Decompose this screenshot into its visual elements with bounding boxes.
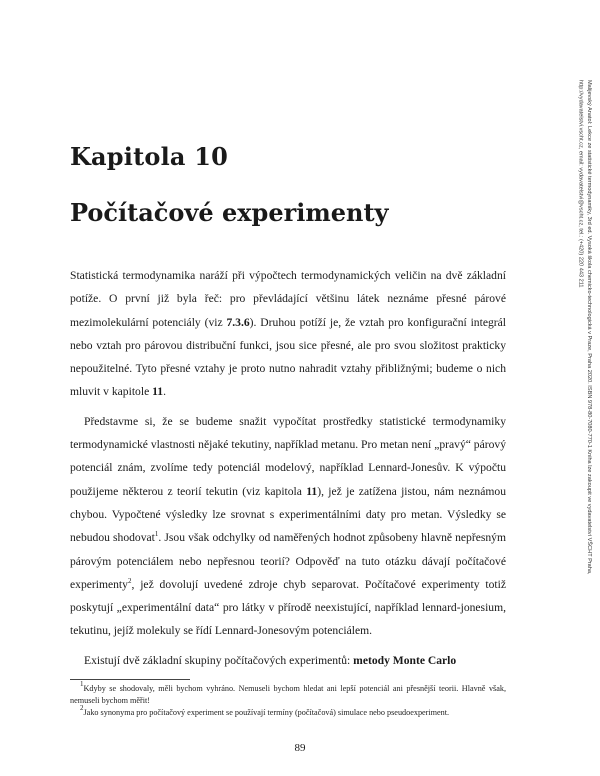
bold-term: metody Monte Carlo [353, 653, 457, 667]
footnote-2 [70, 704, 506, 719]
paragraph-text: ), jež je zatížena jistou, nám neznámou chybou. Vypočtené výsledky lze srovnat s experimentálními daty pro metan. Výsledky se nebudou shodovat [70, 484, 506, 545]
paragraph-3 [70, 649, 506, 672]
footnote-1 [70, 680, 506, 707]
footnote-marker-2[interactable]: 2 [127, 576, 132, 585]
copyright-sidebar-note: Malijevský Anatol: Lekce ze statistické termodynamiky, 3rd ed. Vysoká škola chemicko-technologická v Praze, Praha 2020. ISBN 978-80-7080-770-1 Kniha lze zakoupit ve vydavatelství VŠCHT Praha, http://vydavatelstvi.vscht.cz, email: vydavatelstvi@vscht.cz, tel.: (+420) 220 443 211 [577, 80, 592, 575]
page-number: 89 [294, 742, 306, 754]
paragraph-text: , jež dovolují uvedené zdroje chyb separovat. Počítačové experimenty totiž poskytují „experimentální data“ pro látky v přírodě neexistující, například lennard-jonesium, tekutinu, jejíž molekuly se řídí Lennard-Jonesovým potenciálem. [70, 577, 506, 638]
paragraph-text: ). Druhou potíží je, že vztah pro konfigurační integrál nebo vztah pro párovou distribuční funkci, jsou sice přesné, ale pro svou složitost prakticky nepoužitelné. Tyto přesné vztahy je proto nutno nahradit vztahy přibližnými; budeme o nich mluvit v kapitole [70, 315, 506, 399]
paragraph-text: . Jsou však odchylky od naměřených hodnot způsobeny hlavně nepřesným párovým potenciálem nebo nepřesnou teorií? Odpověď na tuto otázku dávají počítačové experimenty [70, 531, 506, 591]
chapter-number: Kapitola 10 [70, 142, 229, 171]
footnote-text: Jako synonyma pro počítačový experiment se používají termíny (počítačová) simulace nebo pseudoexperiment. [83, 708, 450, 718]
footnote-divider [70, 679, 190, 680]
footnote-marker-1[interactable]: 1 [154, 530, 159, 539]
paragraph-text: Statistická termodynamika naráží při výpočtech termodynamických veličin na dvě základní potíže. O první již byla řeč: pro převládající většinu látek neznáme přesné párové mezimolekulární potenciály (viz [70, 269, 506, 329]
footnote-text: Kdyby se shodovaly, měli bychom vyhráno. Nemuseli bychom hledat ani lepší potenciál ani přesnější teorii. Hlavně však, nemuseli bychom měřit! [70, 684, 506, 706]
paragraph-1 [70, 264, 506, 404]
paragraph-text: Představme si, že se budeme snažit vypočítat prostředky statistické termodynamiky termodynamické vlastnosti nějaké tekutiny, například metanu. Pro metan není „pravý“ párový potenciál znám, zvolíme tedy potenciál modelový, například Lennard-Jonesův. K výpočtu použijeme některou z teorií tekutin (viz kapitola [70, 414, 506, 498]
paragraph-2 [70, 410, 506, 643]
section-reference[interactable]: 7.3.6 [226, 315, 250, 329]
footnote-mark: 1 [80, 680, 84, 688]
paragraph-text: Existují dvě základní skupiny počítačových experimentů: [84, 653, 354, 667]
chapter-reference[interactable]: 11 [306, 484, 318, 498]
footnote-mark: 2 [80, 704, 84, 713]
chapter-title: Počítačové experimenty [70, 198, 389, 227]
paragraph-text: . [163, 385, 166, 399]
footnotes [70, 680, 506, 720]
chapter-reference[interactable]: 11 [152, 385, 164, 399]
body-text [70, 264, 506, 678]
